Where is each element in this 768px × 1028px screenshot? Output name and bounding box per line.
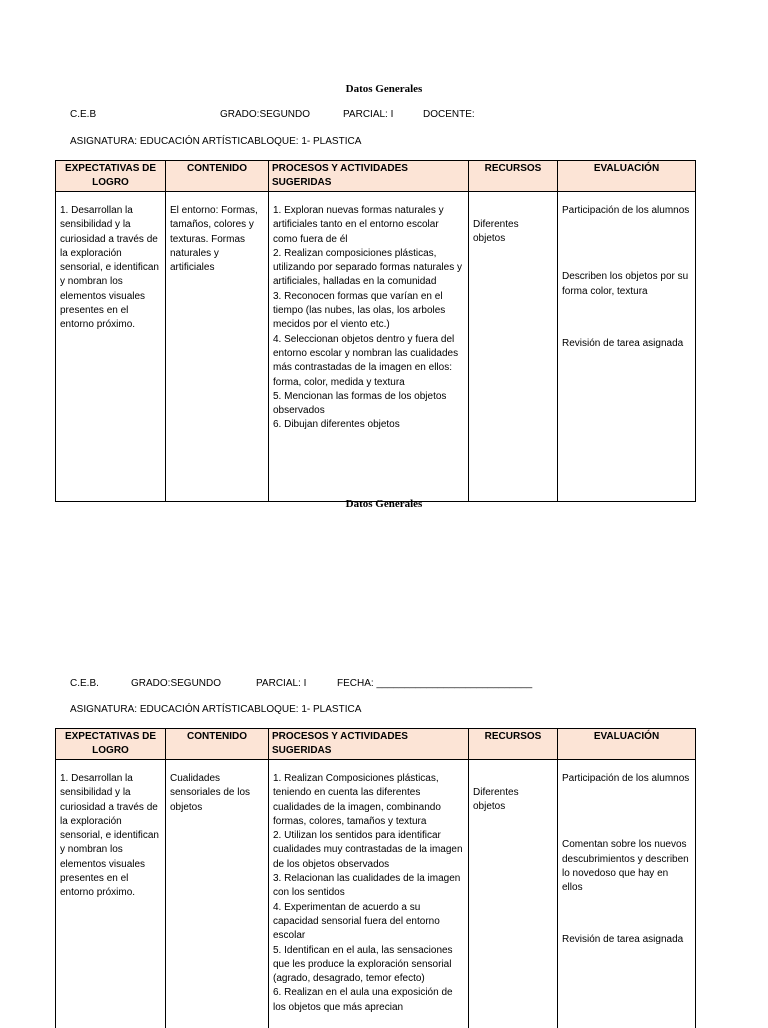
- asignatura-label: ASIGNATURA: EDUCACIÓN ARTÍSTICABLOQUE: 1- PLASTICA: [70, 136, 362, 147]
- evaluacion-item: Participación de los alumnos: [562, 773, 690, 784]
- grado-label: GRADO:SEGUNDO: [220, 109, 311, 120]
- section2-title: Datos Generales: [345, 498, 423, 510]
- list-item: 6. Dibujan diferentes objetos: [273, 419, 400, 431]
- evaluacion-cell: [558, 760, 696, 1028]
- list-item: 3. Reconocen formas que varían en el tiempo (las nubes, las olas, los arboles mecidos por el viento etc.): [273, 290, 446, 331]
- header-recursos: RECURSOS: [469, 729, 558, 760]
- evaluacion-item: Comentan sobre los nuevos descubrimientos y describen lo novedoso que hay en ellos: [562, 839, 689, 894]
- parcial-label: PARCIAL: I: [343, 109, 394, 120]
- planning-table-2: [55, 728, 696, 1028]
- contenido-cell: El entorno: Formas, tamaños, colores y texturas. Formas naturales y artificiales: [166, 192, 269, 502]
- table-row: [56, 192, 696, 502]
- evaluacion-item: Revisión de tarea asignada: [562, 934, 684, 946]
- list-item: 5. Identifican en el aula, las sensaciones que les produce la exploración sensorial (agrado, desagrado, temor efecto): [273, 944, 453, 985]
- asignatura-label-2: ASIGNATURA: EDUCACIÓN ARTÍSTICABLOQUE: 1- PLASTICA: [70, 704, 362, 715]
- header-expectativas: EXPECTATIVAS DE LOGRO: [56, 161, 166, 192]
- planning-table-1: [55, 160, 696, 502]
- header-recursos: RECURSOS: [469, 161, 558, 192]
- evaluacion-cell: [558, 192, 696, 502]
- header-evaluacion: EVALUACIÓN: [558, 161, 696, 192]
- ceb-label-2: C.E.B.: [70, 678, 99, 689]
- list-item: 2. Utilizan los sentidos para identificar cualidades muy contrastadas de la imagen de los objetos observados: [273, 830, 463, 870]
- list-item: 4. Experimentan de acuerdo a su capacidad sensorial fuera del entorno escolar: [273, 901, 440, 942]
- ceb-label: C.E.B: [70, 109, 97, 120]
- evaluacion-item: Describen los objetos por su forma color, textura: [562, 271, 689, 297]
- procesos-cell: [269, 192, 469, 502]
- header-procesos: PROCESOS Y ACTIVIDADES SUGERIDAS: [269, 729, 469, 760]
- list-item: 3. Relacionan las cualidades de la imagen con los sentidos: [273, 873, 461, 899]
- header-contenido: CONTENIDO: [166, 729, 269, 760]
- list-item: 6. Realizan en el aula una exposición de los objetos que más aprecian: [273, 987, 453, 1013]
- list-item: 1. Exploran nuevas formas naturales y artificiales tanto en el entorno escolar como fuera de él: [273, 205, 444, 245]
- list-item: 1. Realizan Composiciones plásticas, teniendo en cuenta las diferentes cualidades de la imagen, combinando formas, colores, tamaños y textura: [273, 773, 441, 827]
- header-evaluacion: EVALUACIÓN: [558, 729, 696, 760]
- table-header-row: [56, 729, 696, 760]
- header-expectativas: EXPECTATIVAS DE LOGRO: [56, 729, 166, 760]
- procesos-cell: [269, 760, 469, 1028]
- list-item: 4. Seleccionan objetos dentro y fuera del entorno escolar y nombran las cualidades más contrastadas de la imagen en ellos: forma, color, medida y textura: [273, 333, 459, 388]
- recursos-cell: Diferentes objetos: [469, 192, 558, 502]
- recursos-cell: Diferentes objetos: [469, 760, 558, 1028]
- expectativas-cell: 1. Desarrollan la sensibilidad y la curiosidad a través de la exploración sensorial, e identifican y nombran los elementos visuales presentes en el entorno próximo.: [56, 760, 166, 1028]
- list-item: 2. Realizan composiciones plásticas, utilizando por separado formas naturales y artificiales, halladas en la comunidad: [273, 247, 462, 288]
- evaluacion-item: Revisión de tarea asignada: [562, 337, 684, 349]
- table-header-row: [56, 161, 696, 192]
- evaluacion-item: Participación de los alumnos: [562, 205, 690, 216]
- grado-label-2: GRADO:SEGUNDO: [131, 678, 222, 689]
- table-row: [56, 760, 696, 1028]
- parcial-label-2: PARCIAL: I: [256, 678, 307, 689]
- expectativas-cell: 1. Desarrollan la sensibilidad y la curiosidad a través de la exploración sensorial, e identifican y nombran los elementos visuales presentes en el entorno próximo.: [56, 192, 166, 502]
- header-procesos: PROCESOS Y ACTIVIDADES SUGERIDAS: [269, 161, 469, 192]
- list-item: 5. Mencionan las formas de los objetos observados: [273, 390, 447, 417]
- fecha-label: FECHA: ____________________________: [337, 678, 533, 689]
- section1-title: Datos Generales: [345, 83, 423, 95]
- docente-label: DOCENTE:: [423, 109, 475, 120]
- contenido-cell: Cualidades sensoriales de los objetos: [166, 760, 269, 1028]
- header-contenido: CONTENIDO: [166, 161, 269, 192]
